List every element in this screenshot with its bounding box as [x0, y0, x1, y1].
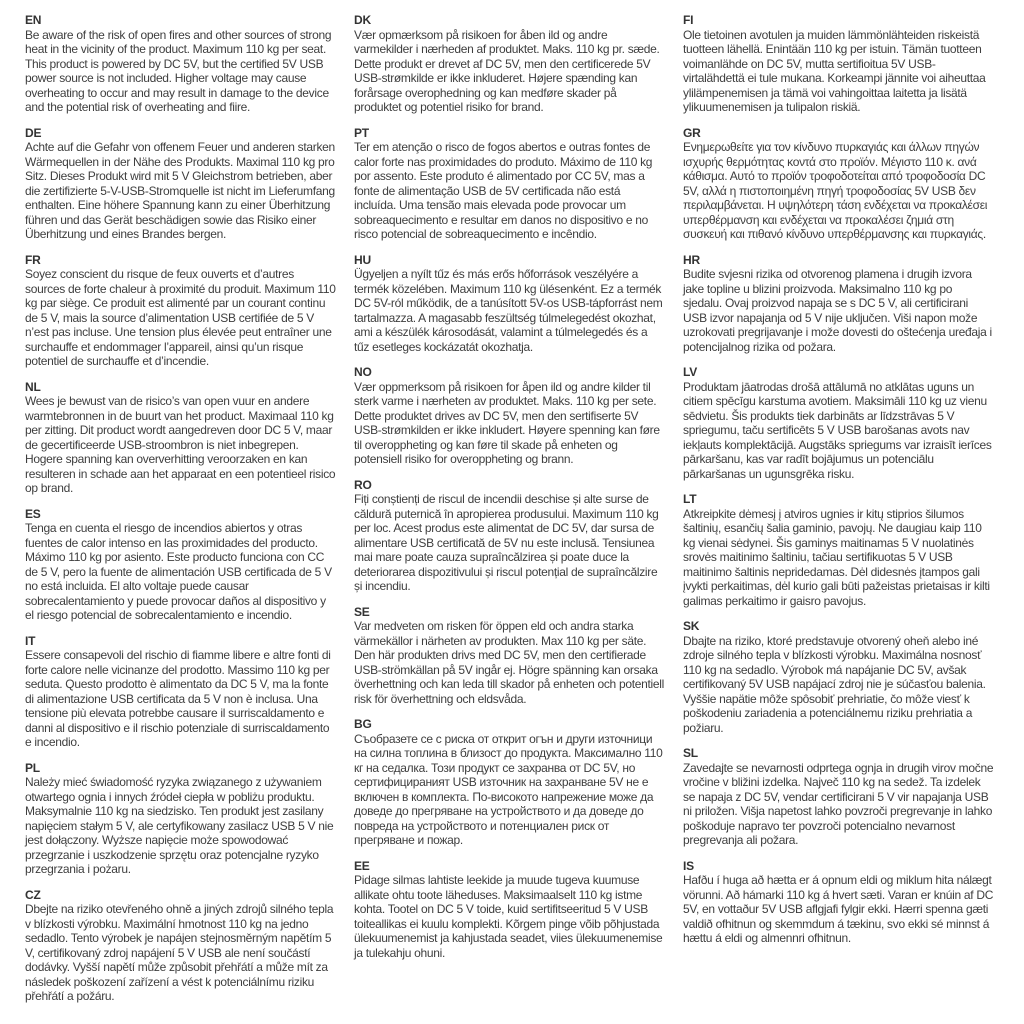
lang-text-dk: Vær opmærksom på risikoen for åben ild og andre varmekilder i nærheden af produktet. Maks. 110 kg pr. sæde. Dette produkt er drevet af DC 5V, men den certificerede 5V USB-strømkilde er ikke inkluderet. Højere spænding kan forårsage overophedning og kan medføre skader på produktet og potentiel risiko for brand.: [354, 27, 660, 114]
lang-block-ee: [354, 859, 665, 961]
lang-text-ro: Fiți conștienți de riscul de incendii deschise și alte surse de căldură puternică în apropierea produsului. Maximum 110 kg per loc. Acest produs este alimentat de DC 5V, dar sursa de alimentare USB certificată de 5V nu este inclusă. Tensiunea mai mare poate cauza supraîncălzirea și poate duce la deteriorarea dispozitivului și riscul potențial de supraîncălzire și incendiu.: [354, 492, 659, 593]
lang-code-ro: RO: [354, 477, 372, 492]
lang-text-se: Var medveten om risken för öppen eld och andra starka värmekällor i närheten av produkten. Max 110 kg per säte. Den här produkten drivs med DC 5V, men den certifierade USB-strömkällan på 5V ingår ej. Högre spänning kan orsaka överhettning och kan leda till skador på enheten och potentiell risk för överhettning och eldsvåda.: [354, 619, 664, 706]
lang-code-hr: HR: [683, 252, 700, 267]
lang-text-sk: Dbajte na riziko, ktoré predstavuje otvorený oheň alebo iné zdroje silného tepla v blízkosti výrobku. Maximálna nosnosť 110 kg na sedadlo. Výrobok má napájanie DC 5V, avšak certifikovaný 5V USB napájací zdroj nie je súčasťou balenia. Vyššie napätie môže spôsobiť prehriatie, čo môže viesť k poškodeniu zariadenia a potenciálnemu riziku prehriatia a požiaru.: [683, 633, 986, 735]
lang-code-fr: FR: [25, 252, 41, 267]
lang-code-se: SE: [354, 604, 370, 619]
column-1: [25, 13, 336, 1024]
lang-code-dk: DK: [354, 13, 371, 27]
lang-text-de: Achte auf die Gefahr von offenem Feuer und anderen starken Wärmequellen in der Nähe des Produkts. Maximal 110 kg pro Sitz. Dieses Produkt wird mit 5 V Gleichstrom betrieben, aber die zertifizierte 5-V-USB-Stromquelle ist nicht im Lieferumfang enthalten. Eine höhere Spannung kann zu einer Überhitzung führen und das Gerät beschädigen sowie das Risiko einer Überhitzung und eines Brandes bergen.: [25, 140, 335, 241]
lang-block-fi: [683, 13, 994, 115]
lang-block-hr: [683, 253, 994, 355]
lang-block-it: [25, 634, 336, 750]
lang-block-sk: [683, 619, 994, 735]
lang-block-lt: [683, 492, 994, 608]
lang-block-bg: [354, 717, 665, 848]
lang-code-ee: EE: [354, 858, 370, 873]
column-2: [354, 13, 665, 1024]
lang-block-ro: [354, 478, 665, 594]
lang-text-pl: Należy mieć świadomość ryzyka związanego z używaniem otwartego ognia i innych źródeł ciepła w pobliżu produktu. Maksymalnie 110 kg na siedzisko. Ten produkt jest zasilany napięciem stałym 5 V, ale certyfikowany zasilacz USB 5 V nie jest dołączony. Wyższe napięcie może spowodować przegrzanie i uszkodzenie sprzętu oraz potencjalne ryzyko przegrzania i pożaru.: [25, 775, 334, 876]
lang-text-ee: Pidage silmas lahtiste leekide ja muude tugeva kuumuse allikate ohtu toote läheduses. Maksimaalselt 110 kg istme kohta. Tootel on DC 5 V toide, kuid sertifitseeritud 5 V USB toiteallikas ei kuulu komplekti. Kõrgem pinge võib põhjustada ülekuumenemist ja kahjustada seadet, viies ülekuumenemise ja tulekahju ohuni.: [354, 873, 663, 960]
lang-code-gr: GR: [683, 125, 701, 140]
lang-block-hu: [354, 253, 665, 355]
lang-text-no: Vær oppmerksom på risikoen for åpen ild og andre kilder til sterk varme i nærheten av produktet. Maks. 110 kg per sete. Dette produktet drives av DC 5V, men den sertifiserte 5V USB-strømkilden er ikke inkludert. Høyere spenning kan føre til overoppheting og kan føre til skade på enheten og potensiell risiko for overoppheting og brann.: [354, 379, 660, 466]
lang-text-it: Essere consapevoli del rischio di fiamme libere e altre fonti di forte calore nelle vicinanze del prodotto. Massimo 110 kg per seduta. Questo prodotto è alimentato da DC 5 V, ma la fonte di alimentazione USB certificata da 5 V non è inclusa. Una tensione più elevata potrebbe causare il surriscaldamento e danni al dispositivo e il rischio potenziale di surriscaldamento e incendio.: [25, 648, 331, 749]
lang-block-de: [25, 126, 336, 242]
lang-text-lt: Atkreipkite dėmesį į atviros ugnies ir kitų stiprios šilumos šaltinių, esančių šalia gaminio, pavojų. Ne daugiau kaip 110 kg vienai sėdynei. Šis gaminys maitinamas 5 V nuolatinės srovės maitinimo šaltiniu, tačiau sertifikuotas 5 V USB maitinimo šaltinis nepridedamas. Dėl didesnės įtampos gali įvykti perkaitimas, dėl kurio gali būti pažeistas prietaisas ir kilti galimas perkaitimo ir gaisro pavojus.: [683, 506, 990, 608]
lang-code-en: EN: [25, 13, 42, 27]
lang-text-sl: Zavedajte se nevarnosti odprtega ognja in drugih virov močne vročine v bližini izdelka. Največ 110 kg na sedež. Ta izdelek se napaja z DC 5V, vendar certificirani 5 V vir napajanja USB ni priložen. Višja napetost lahko povzroči pregrevanje in lahko poškoduje napravo ter povzroči potencialno nevarnost pregrevanja ali požara.: [683, 760, 994, 847]
lang-text-pt: Ter em atenção o risco de fogos abertos e outras fontes de calor forte nas proximidades do produto. Máximo de 110 kg por assento. Este produto é alimentado por CC 5V, mas a fonte de alimentação USB de 5V certificada não está incluída. Uma tensão mais elevada pode provocar um sobreaquecimento e resultar em danos no dispositivo e no risco potencial de sobreaquecimento e incêndio.: [354, 140, 653, 241]
lang-code-lt: LT: [683, 492, 697, 506]
column-3: [683, 13, 994, 1024]
lang-block-pt: [354, 126, 665, 242]
lang-block-dk: [354, 13, 665, 115]
lang-text-hr: Budite svjesni rizika od otvorenog plamena i drugih izvora jake topline u blizini proizvoda. Maksimalno 110 kg po sjedalu. Ovaj proizvod napaja se s DC 5 V, ali certificirani USB izvor napajanja od 5 V nije uključen. Viši napon može uzrokovati pregrijavanje i može dovesti do oštećenja uređaja i potencijalnog rizika od požara.: [683, 267, 992, 354]
lang-block-cz: [25, 888, 336, 1004]
lang-block-no: [354, 365, 665, 467]
lang-text-cz: Dbejte na riziko otevřeného ohně a jiných zdrojů silného tepla v blízkosti výrobku. Maximální hmotnost 110 kg na jedno sedadlo. Tento výrobek je napájen stejnosměrným napětím 5 V, certifikovaný zdroj napájení 5 V USB ale není součástí dodávky. Vyšší napětí může způsobit přehřátí a může mít za následek poškození zařízení a vést k potenciálnímu riziku přehřátí a požáru.: [25, 902, 334, 1003]
lang-block-sl: [683, 746, 994, 848]
lang-code-cz: CZ: [25, 887, 41, 902]
lang-block-pl: [25, 761, 336, 877]
lang-block-es: [25, 507, 336, 623]
lang-block-gr: [683, 126, 994, 242]
lang-code-sl: SL: [683, 746, 698, 760]
lang-block-se: [354, 605, 665, 707]
lang-text-es: Tenga en cuenta el riesgo de incendios abiertos y otras fuentes de calor intenso en las proximidades del producto. Máximo 110 kg por asiento. Este producto funciona con CC de 5 V, pero la fuente de alimentación USB certificada de 5 V no está incluida. El alto voltaje puede causar sobrecalentamiento y puede provocar daños al dispositivo y el riesgo potencial de sobrecalentamiento e incendio.: [25, 521, 332, 622]
lang-block-en: [25, 13, 336, 115]
lang-text-fr: Soyez conscient du risque de feux ouverts et d’autres sources de forte chaleur à proximité du produit. Maximum 110 kg par siège. Ce produit est alimenté par un courant continu de 5 V, mais la source d’alimentation USB certifiée de 5 V n’est pas incluse. Une tension plus élevée peut entraîner une surchauffe et endommager l’appareil, ainsi qu’un risque potentiel de surchauffe et d’incendie.: [25, 267, 336, 368]
lang-code-no: NO: [354, 365, 372, 379]
lang-code-sk: SK: [683, 619, 700, 633]
lang-code-es: ES: [25, 506, 41, 521]
lang-text-is: Hafðu í huga að hætta er á opnum eldi og miklum hita nálægt vörunni. Að hámarki 110 kg á hvert sæti. Varan er knúin af DC 5V, en vottaður 5V USB aflgjafi fylgir ekki. Hærri spenna gæti valdið ofhitnun og skemmdum á tækinu, svo ekki sé minnst á hættu á eldi og almennri ofhitnun.: [683, 873, 994, 945]
lang-code-bg: BG: [354, 717, 372, 731]
lang-code-nl: NL: [25, 379, 41, 394]
lang-text-fi: Ole tietoinen avotulen ja muiden lämmönlähteiden riskeistä tuotteen lähellä. Enintään 110 kg per istuin. Tämän tuotteen voimanlähde on DC 5V, mutta sertifioitua 5V USB-virtalähdettä ei tule mukana. Korkeampi jännite voi aiheuttaa ylilämpenemisen ja tämä voi vahingoittaa laitetta ja lisätä ylikuumenemisen ja tulipalon riskiä.: [683, 27, 986, 114]
lang-text-lv: Produktam jāatrodas drošā attālumā no atklātas uguns un citiem spēcīgu karstuma avotiem. Maksimāli 110 kg uz vienu sēdvietu. Šis produkts tiek darbināts ar līdzstrāvas 5 V spriegumu, taču sertificēts 5 V USB barošanas avots nav iekļauts komplektācijā. Augstāks spriegums var izraisīt ierīces pārkaršanu, kas var radīt bojājumus un potenciālu pārkaršanas un ugunsgrēka risku.: [683, 379, 992, 481]
lang-text-nl: Wees je bewust van de risico’s van open vuur en andere warmtebronnen in de buurt van het product. Maximaal 110 kg per zitting. Dit product wordt aangedreven door DC 5 V, maar de gecertificeerde USB-stroombron is niet inbegrepen. Hogere spanning kan oververhitting veroorzaken en kan resulteren in schade aan het apparaat en een potentieel risico op brand.: [25, 394, 336, 495]
lang-text-en: Be aware of the risk of open fires and other sources of strong heat in the vicinity of the product. Maximum 110 kg per seat. This product is powered by DC 5V, but the certified 5V USB power source is not included. Higher voltage may cause overheating to occur and may result in damage to the device and the potential risk of overheating and fiire.: [25, 27, 332, 114]
lang-text-gr: Ενημερωθείτε για τον κίνδυνο πυρκαγιάς και άλλων πηγών ισχυρής θερμότητας κοντά στο προϊόν. Μέγιστο 110 κ. ανά κάθισμα. Αυτό το προϊόν τροφοδοτείται από τροφοδοσία DC 5V, αλλά η πιστοποιημένη πηγή τροφοδοσίας 5V USB δεν περιλαμβάνεται. Η υψηλότερη τάση ενδέχεται να προκαλέσει υπερθέρμανση και ενδέχεται να προκαλέσει ζημιά στη συσκευή και πιθανό κίνδυνο υπερθέρμανσης και πυρκαγιάς.: [683, 140, 988, 241]
lang-block-nl: [25, 380, 336, 496]
lang-block-lv: [683, 365, 994, 481]
lang-code-pl: PL: [25, 760, 40, 775]
lang-code-it: IT: [25, 633, 36, 648]
lang-block-fr: [25, 253, 336, 369]
lang-block-is: [683, 859, 994, 946]
lang-code-lv: LV: [683, 365, 698, 379]
lang-code-fi: FI: [683, 13, 694, 27]
lang-code-hu: HU: [354, 252, 371, 267]
lang-code-pt: PT: [354, 125, 369, 140]
lang-code-is: IS: [683, 858, 694, 873]
lang-text-bg: Съобразете се с риска от открит огън и други източници на силна топлина в близост до продукта. Максимално 110 кг на седалка. Този продукт се захранва от DC 5V, но сертифицираният USB източник на захранване 5V не е включен в комплекта. По-високото напрежение може да доведе до прегряване на устройството и да доведе до повреда на устройството и потенциален риск от прегряване и пожар.: [354, 731, 663, 847]
lang-code-de: DE: [25, 125, 42, 140]
lang-text-hu: Ügyeljen a nyílt tűz és más erős hőforrások veszélyére a termék közelében. Maximum 110 kg ülésenként. Ez a termék DC 5V-ról működik, de a tanúsított 5V-os USB-tápforrást nem tartalmazza. A magasabb feszültség túlmelegedést okozhat, ami a készülék károsodását, valamint a túlmelegedés és a tűz esetleges kockázatát okozhatja.: [354, 267, 663, 354]
